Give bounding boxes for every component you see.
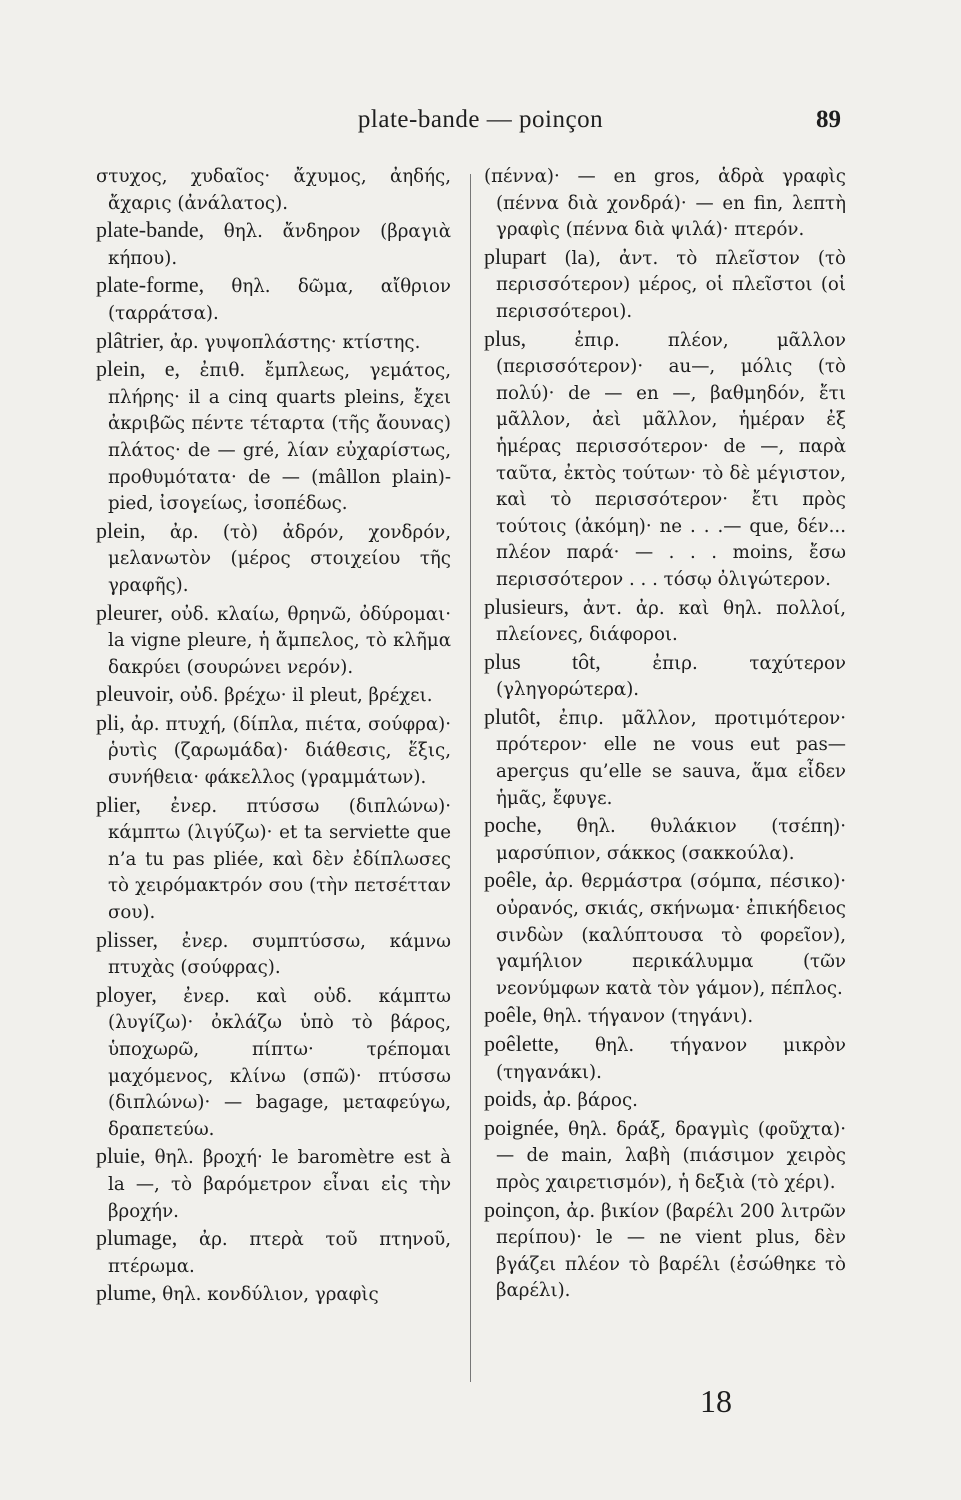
headword: plier, <box>96 791 141 817</box>
dictionary-entry <box>96 162 451 217</box>
headword: poêle, <box>484 867 538 893</box>
definition: θηλ. θυλάκιον (τσέπη)· μαρσύπιον, σάκκος (σακκούλα). <box>496 816 846 864</box>
dictionary-entry <box>484 812 846 867</box>
dictionary-entry <box>484 1031 846 1086</box>
headword: plumage, <box>96 1225 178 1251</box>
headword: plus, <box>484 325 527 351</box>
definition: θηλ. ἄνδηρον (βραγιὰ κήπου). <box>108 221 451 269</box>
headword: poinçon, <box>484 1196 561 1222</box>
dictionary-entry <box>484 649 846 704</box>
definition: ἐνερ. καὶ οὐδ. κάμπτω (λυγίζω)· ὀκλάζω ὑπὸ τὸ βάρος, ὑποχωρῶ, πίπτω· τρέπομαι μαχόμενος, κλίνω (σπῶ)· πτύσσω (διπλώνω)· — bagage, μεταφεύγω, δραπετεύω. <box>108 985 451 1140</box>
headword: poêlette, <box>484 1031 560 1056</box>
dictionary-entry <box>96 272 451 327</box>
headword: plate-bande, <box>96 217 205 243</box>
headword: ployer, <box>96 981 157 1007</box>
headword: plâtrier, <box>96 327 165 353</box>
definition: θηλ. δράξ, δραγμὶς (φοῦχτα)· — de main, λαβὴ (πιάσιμον χειρὸς πρὸς χαιρετισμόν), ἡ δεξιὰ (τὸ χέρι). <box>496 1118 846 1193</box>
headword: plus tôt, <box>484 648 601 674</box>
definition: ἐπιθ. ἔμπλεως, γεμάτος, πλήρης· il a cinq quarts pleins, ἔχει ἀκριβῶς πέντε τέταρτα (τῆς ἄουνας) πλάτος· de — gré, λίαν εὐχαρίστως, προθυμότατα· de — (mâllon plain)-pied, ἰσογείως, ἰσοπέδως. <box>108 360 451 515</box>
definition: οὐδ. βρέχω· il pleut, βρέχει. <box>179 685 433 707</box>
definition: ἐπιρ. μᾶλλον, προτιμότερον· πρότερον· elle ne vous eut pas—aperçus qu’elle se sauva, ἅμα εἶδεν ἡμᾶς, ἔφυγε. <box>496 707 846 809</box>
dictionary-entry <box>96 792 451 927</box>
dictionary-entry <box>484 1197 846 1305</box>
headword: pleurer, <box>96 599 163 625</box>
definition: ἀρ. βάρος. <box>542 1090 638 1112</box>
definition: θηλ. τήγανον (τηγάνι). <box>542 1006 754 1028</box>
definition: ἀρ. πτυχή, (δίπλα, πιέτα, σούφρα)· ῥυτὶς (ζαρωμάδα)· διάθεσις, ἕξις, συνήθεια· φάκελλος (γραμμάτων). <box>108 713 451 789</box>
page-number: 89 <box>816 106 841 133</box>
headword: plisser, <box>96 926 159 952</box>
definition: στυχος, χυδαῖος· ἄχυμος, ἀηδής, ἄχαρις (ἀνάλατος). <box>96 166 451 214</box>
definition: ἀρ. πτερὰ τοῦ πτηνοῦ, πτέρωμα. <box>108 1229 451 1277</box>
dictionary-entry <box>96 681 451 710</box>
definition: ἀρ. γυψοπλάστης· κτίστης. <box>169 331 421 353</box>
headword: poêle, <box>484 1002 538 1028</box>
headword: pleuvoir, <box>96 681 174 707</box>
dictionary-entry <box>96 710 451 792</box>
definition: ἀρ. βικίον (βαρέλι 200 λιτρῶν περίπου)· le — ne vient plus, δὲν βγάζει πλέον τὸ βαρέλι (ἐσώθηκε τὸ βαρέλι). <box>496 1200 846 1302</box>
dictionary-entry <box>96 927 451 982</box>
headword: plume, <box>96 1280 157 1306</box>
dictionary-entry <box>484 704 846 812</box>
column-divider <box>470 174 471 1382</box>
dictionary-entry <box>484 1086 846 1115</box>
dictionary-entry <box>96 982 451 1144</box>
dictionary-entry <box>96 1225 451 1280</box>
definition: ἐπιρ. πλέον, μᾶλλον (περισσότερον)· au—, μόλις (τὸ πολύ)· de — en —, βαθμηδόν, ἔτι μᾶλλον, ἀεὶ μᾶλλον, ἡμέραν ἐξ ἡμέρας περισσότερον· de —, παρὰ ταῦτα, ἐκτὸς τούτων· τὸ δὲ μέγιστον, καὶ τὸ περισσότερον· ἔτι πρὸς τούτοις (ἀκόμη)· ne . . .— que, δέν... πλέον παρά· — . . . moins, ἔσω περισσότερον . . . τόσῳ ὀλιγώτερον. <box>496 329 846 590</box>
headword: poche, <box>484 812 543 838</box>
page-header <box>0 106 961 146</box>
dictionary-entry <box>484 594 846 649</box>
headword: plutôt, <box>484 703 541 729</box>
dictionary-entry <box>484 326 846 594</box>
dictionary-entry <box>96 1280 451 1309</box>
headword: plupart <box>484 243 547 269</box>
dictionary-entry <box>96 518 451 600</box>
definition: θηλ. κονδύλιον, γραφὶς <box>162 1284 379 1306</box>
headword: plein, e, <box>96 356 181 382</box>
dictionary-entry <box>96 217 451 272</box>
definition: οὐδ. κλαίω, θρηνῶ, ὀδύρομαι· la vigne pleure, ἡ ἄμπελος, τὸ κλῆμα δακρύει (σουρώνει νερόν). <box>108 603 451 678</box>
definition: ἐνερ. συμπτύσσω, κάμνω πτυχὰς (σούφρας). <box>108 930 451 979</box>
headword: poids, <box>484 1086 538 1112</box>
headword: pluie, <box>96 1143 146 1169</box>
headword: pli, <box>96 709 125 735</box>
definition: θηλ. δῶμα, αἴθριον (ταρράτσα). <box>108 276 451 324</box>
definition: (la), ἀντ. τὸ πλεῖστον (τὸ περισσότερον) μέρος, οἱ πλεῖστοι (οἱ περισσότεροι). <box>496 247 846 322</box>
right-column <box>484 162 846 1305</box>
definition: θηλ. τήγανον μικρὸν (τηγανάκι). <box>496 1035 846 1083</box>
running-head: plate-bande — poinçon <box>357 106 604 133</box>
dictionary-entry <box>96 600 451 682</box>
definition: ἀρ. θερμάστρα (σόμπα, πέσικο)· οὐρανός, σκιάς, σκήνωμα· ἐπικήδειος σινδὼν (καλύπτουσα τὸ φορεῖον), γαμήλιον περικάλυμμα (τῶν νεονύμφων κατὰ τὸν γάμον), πέπλος. <box>496 871 846 999</box>
headword: plein, <box>96 517 146 543</box>
definition: ἀρ. (τὸ) ἀδρόν, χονδρόν, μελανωτὸν (μέρος στοιχείου τῆς γραφῆς). <box>108 521 451 596</box>
headword: plate-forme, <box>96 272 205 298</box>
definition: ἀντ. ἀρ. καὶ θηλ. πολλοί, πλείονες, διάφοροι. <box>496 597 846 646</box>
dictionary-entry <box>484 1002 846 1031</box>
definition: (πέννα)· — en gros, ἁδρὰ γραφὶς (πέννα διὰ χονδρά)· — en fin, λεπτὴ γραφὶς (πέννα διὰ ψιλά)· πτερόν. <box>484 166 846 241</box>
definition: ἐνερ. πτύσσω (διπλώνω)· κάμπτω (λιγύζω)· et ta serviette que n’a tu pas pliée, καὶ δὲν ἐδίπλωσες τὸ χειρόμακτρόν σου (τὴν πετσέτταν σου). <box>108 795 451 924</box>
dictionary-entry <box>96 1143 451 1225</box>
definition: θηλ. βροχή· le baromètre est à la —, τὸ βαρόμετρον εἶναι εἰς τὴν βροχήν. <box>108 1147 451 1222</box>
dictionary-entry <box>484 244 846 326</box>
dictionary-entry <box>484 162 846 244</box>
dictionary-entry <box>96 356 451 518</box>
headword: poignée, <box>484 1114 560 1140</box>
signature-mark: 18 <box>700 1383 732 1419</box>
dictionary-entry <box>484 867 846 1002</box>
dictionary-entry <box>484 1115 846 1197</box>
left-column <box>96 162 451 1309</box>
headword: plusieurs, <box>484 593 569 619</box>
definition: ἐπιρ. ταχύτερον (γληγορώτερα). <box>496 652 846 701</box>
dictionary-entry <box>96 328 451 357</box>
